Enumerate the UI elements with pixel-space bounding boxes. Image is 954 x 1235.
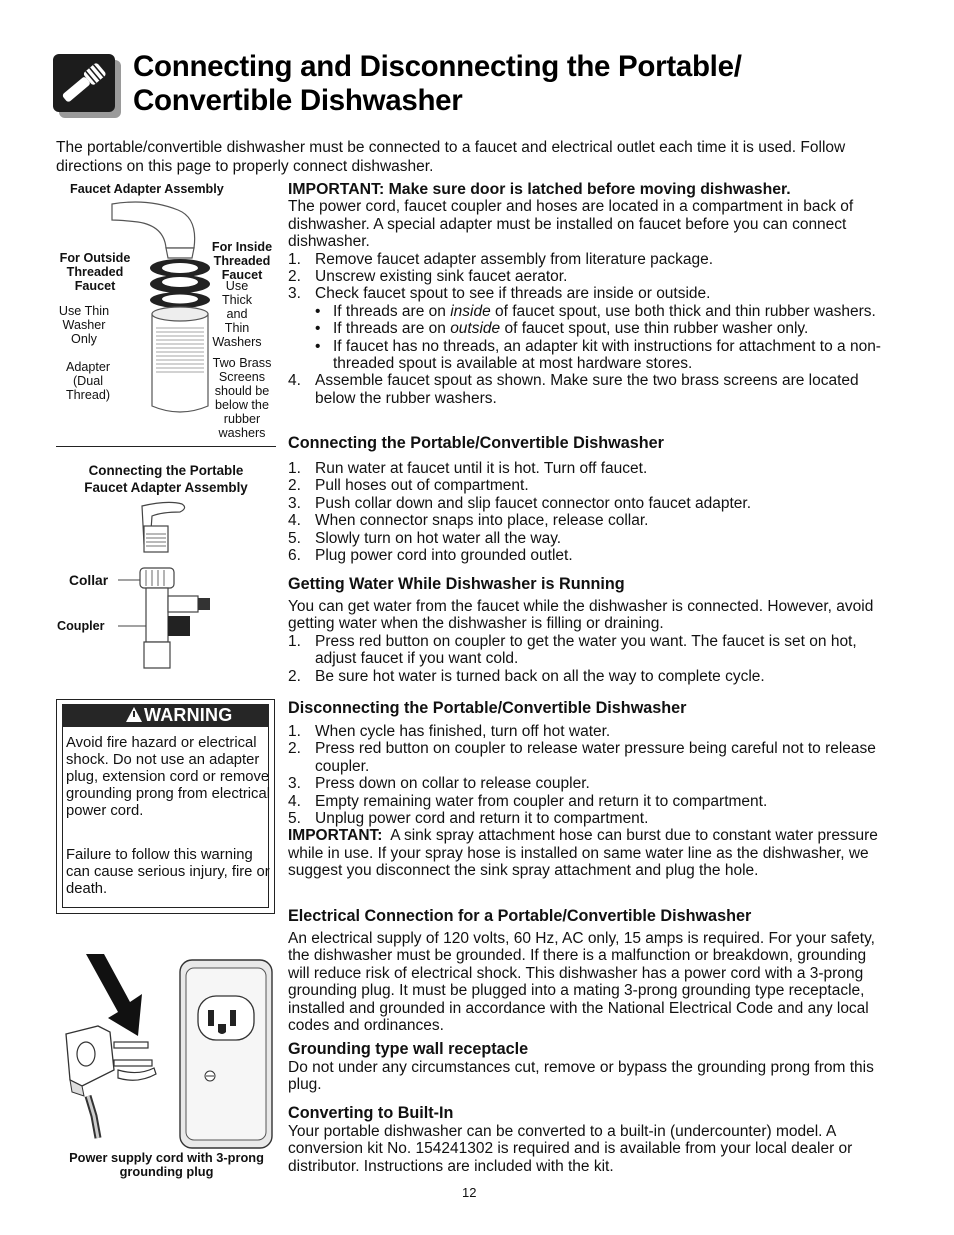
faucet-adapter-illustration <box>108 196 218 421</box>
faucet-adapter-caption: Faucet Adapter Assembly <box>70 182 224 196</box>
brass-screens-label: Two Brass Screens should be below the rubber washers <box>212 356 272 440</box>
adapter-label: Adapter (Dual Thread) <box>65 360 111 402</box>
page-title: Connecting and Disconnecting the Portable/ Convertible Dishwasher <box>133 50 742 117</box>
warning-text-2: Failure to follow this warning can cause serious injury, fire or death. <box>66 847 270 897</box>
list-item: 2. Pull hoses out of compartment. <box>288 477 529 495</box>
list-item: 3. Push collar down and slip faucet connector onto faucet adapter. <box>288 494 752 512</box>
intro-text: The portable/convertible dishwasher must be connected to a faucet and electrical outlet each time it is used. Follow directions on this page to properly connect dishwasher. <box>56 139 846 175</box>
getting-water-section <box>288 575 888 685</box>
list-item: 2. Unscrew existing sink faucet aerator. <box>288 268 568 286</box>
list-item: 3. Check faucet spout to see if threads are inside or outside. <box>288 285 711 303</box>
list-item: 4. Empty remaining water from coupler and return it to compartment. <box>288 792 768 810</box>
electrical-section <box>288 907 888 1034</box>
converting-heading: Converting to Built-In <box>288 1104 454 1122</box>
important-text: The power cord, faucet coupler and hoses are located in a compartment in back of dishwasher. A special adapter must be installed on faucet before you can connect dishwasher. <box>288 198 854 251</box>
electrical-text: An electrical supply of 120 volts, 60 Hz, AC only, 15 amps is required. For your safety, the dishwasher must be grounded. If there is a malfunction or breakdown, grounding will reduce risk of electrical shock. This dishwasher has a power cord with a 3-prong grounding plug. It must be plugged into a mating 3-prong grounding type receptacle, installed and grounded in accordance with the National Electrical Code and any local codes and ordinances. <box>288 930 875 1035</box>
getting-water-text: You can get water from the faucet while the dishwasher is connected. However, avoid getting water when the dishwasher is filling or draining. <box>288 598 874 633</box>
list-item: 6. Plug power cord into grounded outlet. <box>288 547 573 565</box>
converting-text: Your portable dishwasher can be converted to a built-in (undercounter) model. A conversion kit No. 154241302 is required and is available from your local dealer or distributor. Instructions are included with the kit. <box>288 1123 853 1175</box>
connecting-section <box>288 434 888 564</box>
screwdriver-icon <box>53 54 123 120</box>
important-section <box>288 181 888 407</box>
page-number: 12 <box>462 1185 477 1200</box>
grounding-plug-illustration <box>58 946 278 1156</box>
warning-header: WARNING <box>62 704 269 727</box>
list-item: 5. Slowly turn on hot water all the way. <box>288 529 562 547</box>
disconnecting-section <box>288 699 888 880</box>
section-divider <box>56 446 276 447</box>
list-item: 1. Run water at faucet until it is hot. Turn off faucet. <box>288 460 648 477</box>
coupler-label: Coupler <box>57 619 105 633</box>
warning-text-1: Avoid fire hazard or electrical shock. Do not use an adapter plug, extension cord or remove grounding prong from electrical power cord. <box>66 735 270 819</box>
collar-label: Collar <box>69 573 109 588</box>
list-item: 4. Assemble faucet spout as shown. Make sure the two brass screens are located below the rubber washers. <box>288 372 859 407</box>
list-item: • If threads are on outside of faucet spout, use thin rubber washer only. <box>315 320 809 338</box>
important-heading: IMPORTANT: Make sure door is latched before moving dishwasher. <box>288 181 791 198</box>
list-item: 2. Be sure hot water is turned back on all the way to complete cycle. <box>288 667 765 685</box>
connecting-portable-caption: Connecting the Portable Faucet Adapter Assembly <box>84 463 248 495</box>
inside-threaded-label: For Inside Threaded Faucet <box>211 240 273 282</box>
electrical-heading: Electrical Connection for a Portable/Convertible Dishwasher <box>288 907 752 925</box>
grounding-heading: Grounding type wall receptacle <box>288 1040 529 1058</box>
list-item: 3. Press down on collar to release coupler. <box>288 775 590 793</box>
spray-hose-note: IMPORTANT: A sink spray attachment hose can burst due to constant water pressure while in use. If your spray hose is installed on same water line as the dishwasher, we suggest you disconnect the sink spray attachment and plug the hole. <box>288 827 878 880</box>
faucet-coupler-illustration <box>118 500 228 675</box>
thin-washer-label: Use Thin Washer Only <box>58 304 110 346</box>
list-item: 5. Unplug power cord and return it to compartment. <box>288 810 649 828</box>
connecting-heading: Connecting the Portable/Convertible Dishwasher <box>288 434 664 452</box>
getting-water-heading: Getting Water While Dishwasher is Running <box>288 575 625 593</box>
warning-triangle-icon <box>126 707 142 722</box>
outside-threaded-label: For Outside Threaded Faucet <box>59 251 131 293</box>
list-item: 4. When connector snaps into place, release collar. <box>288 512 649 530</box>
plug-caption: Power supply cord with 3-prong grounding plug <box>69 1150 264 1179</box>
list-item: • If faucet has no threads, an adapter kit with instructions for attachment to a non-threaded spout is available at most hardware stores. <box>315 337 881 373</box>
thick-thin-washer-label: Use Thick and Thin Washers <box>212 279 262 349</box>
disconnecting-heading: Disconnecting the Portable/Convertible Dishwasher <box>288 699 687 717</box>
converting-section <box>288 1104 888 1175</box>
list-item: • If threads are on inside of faucet spout, use both thick and thin rubber washers. <box>315 302 876 320</box>
list-item: 1. Remove faucet adapter assembly from literature package. <box>288 250 714 268</box>
list-item: 1. Press red button on coupler to get the water you want. The faucet is set on hot, adjust faucet if you want cold. <box>288 632 857 668</box>
grounding-section <box>288 1040 888 1094</box>
list-item: 2. Press red button on coupler to release water pressure being careful not to release coupler. <box>288 740 876 775</box>
list-item: 1. When cycle has finished, turn off hot water. <box>288 723 611 740</box>
grounding-text: Do not under any circumstances cut, remove or bypass the grounding prong from this plug. <box>288 1059 874 1094</box>
